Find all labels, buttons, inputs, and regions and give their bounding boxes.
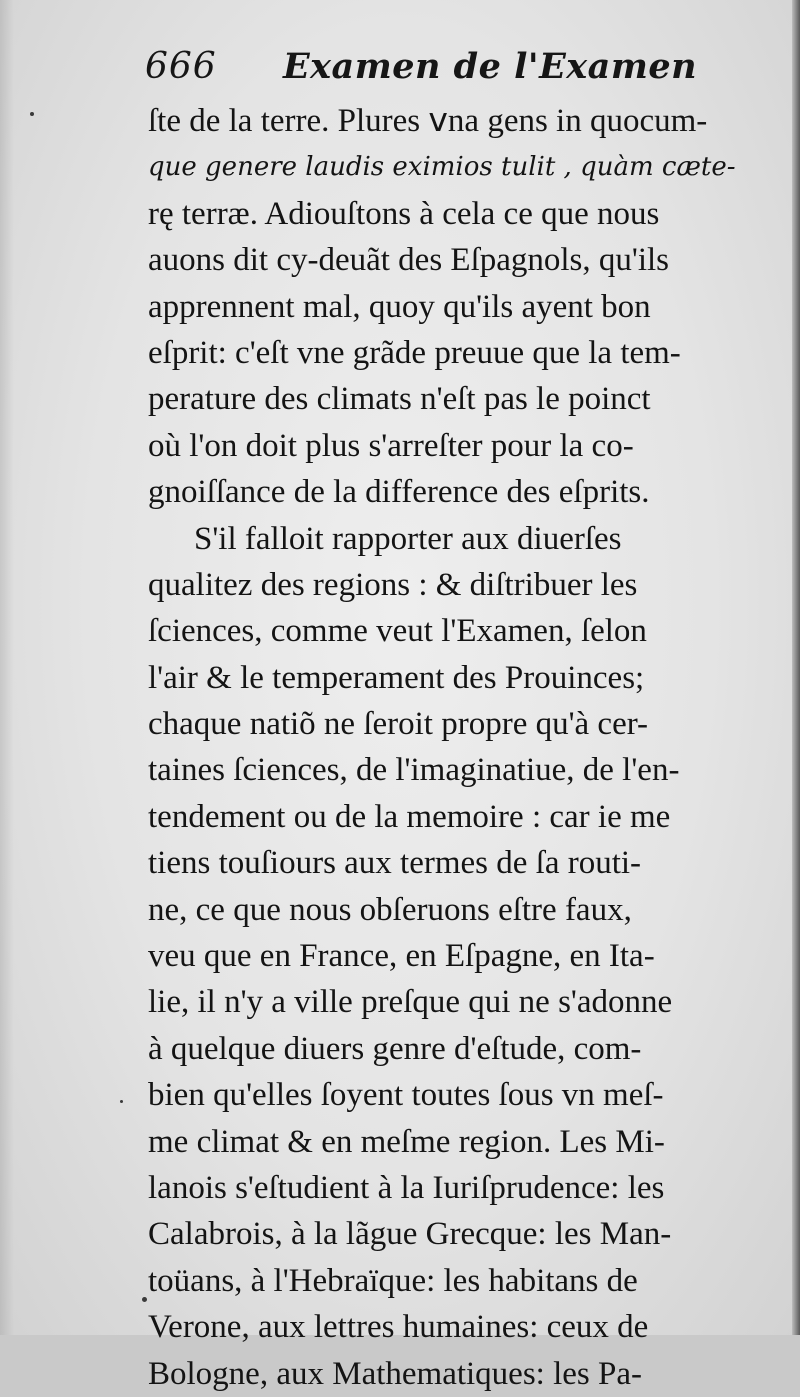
text-line: veu que en France, en Eſpagne, en Ita- [148, 938, 655, 975]
text-line: perature des climats n'eſt pas le poinct [148, 381, 651, 418]
text-line: ſte de la terre. Plures ⅴna gens in quocum- [148, 103, 708, 139]
ink-speck [30, 112, 34, 116]
text-line: auons dit cy-deuãt des Eſpagnols, qu'ils [148, 242, 670, 279]
text-line: bien qu'elles ſoyent toutes ſous vn meſ- [148, 1077, 664, 1114]
text-line: gnoiſſance de la difference des eſprits. [148, 474, 650, 511]
page-edge [792, 0, 800, 1335]
text-line: tendement ou de la memoire : car ie me [148, 798, 671, 835]
paragraph-start-line: S'il falloit rapporter aux diuerſes [194, 520, 622, 557]
page-gutter-shadow [0, 0, 14, 1335]
text-line: apprennent mal, quoy qu'ils ayent bon [148, 288, 651, 325]
text-line: taines ſciences, de l'imaginatiue, de l'en- [148, 752, 680, 789]
text-line: Calabrois, à la lãgue Grecque: les Man- [148, 1216, 672, 1253]
text-line: ſciences, comme veut l'Examen, ſelon [148, 613, 647, 650]
text-line: tiens touſiours aux termes de ſa routi- [148, 845, 642, 882]
text-line: que genere laudis eximios tulit , quàm cæte- [148, 152, 736, 183]
ink-speck [120, 1100, 123, 1103]
text-line: à quelque diuers genre d'eſtude, com- [148, 1030, 642, 1067]
text-line: lie, il n'y a ville preſque qui ne s'adonne [148, 984, 673, 1021]
ink-speck [142, 1297, 147, 1302]
text-line: eſprit: c'eſt vne grãde preuue que la tem- [148, 334, 681, 371]
text-line: chaque natiõ ne ſeroit propre qu'à cer- [148, 706, 649, 743]
text-line: ne, ce que nous obſeruons eſtre faux, [148, 891, 632, 928]
text-line: Verone, aux lettres humaines: ceux de [148, 1309, 649, 1346]
page-header [145, 42, 745, 92]
body-text [148, 98, 766, 1397]
text-line: où l'on doit plus s'arreſter pour la co- [148, 427, 634, 464]
text-line: toüans, à l'Hebraïque: les habitans de [148, 1262, 638, 1299]
running-title: Examen de l'Examen [283, 46, 698, 87]
text-line: qualitez des regions : & diſtribuer les [148, 566, 638, 603]
text-line: me climat & en meſme region. Les Mi- [148, 1123, 665, 1160]
page-number: 666 [145, 46, 217, 87]
text-line: rę terræ. Adiouſtons à cela ce que nous [148, 195, 660, 232]
text-line: l'air & le temperament des Prouinces; [148, 659, 645, 696]
text-line: lanois s'eſtudient à la Iuriſprudence: les [148, 1169, 665, 1206]
text-line: Bologne, aux Mathematiques: les Pa- [148, 1355, 642, 1392]
